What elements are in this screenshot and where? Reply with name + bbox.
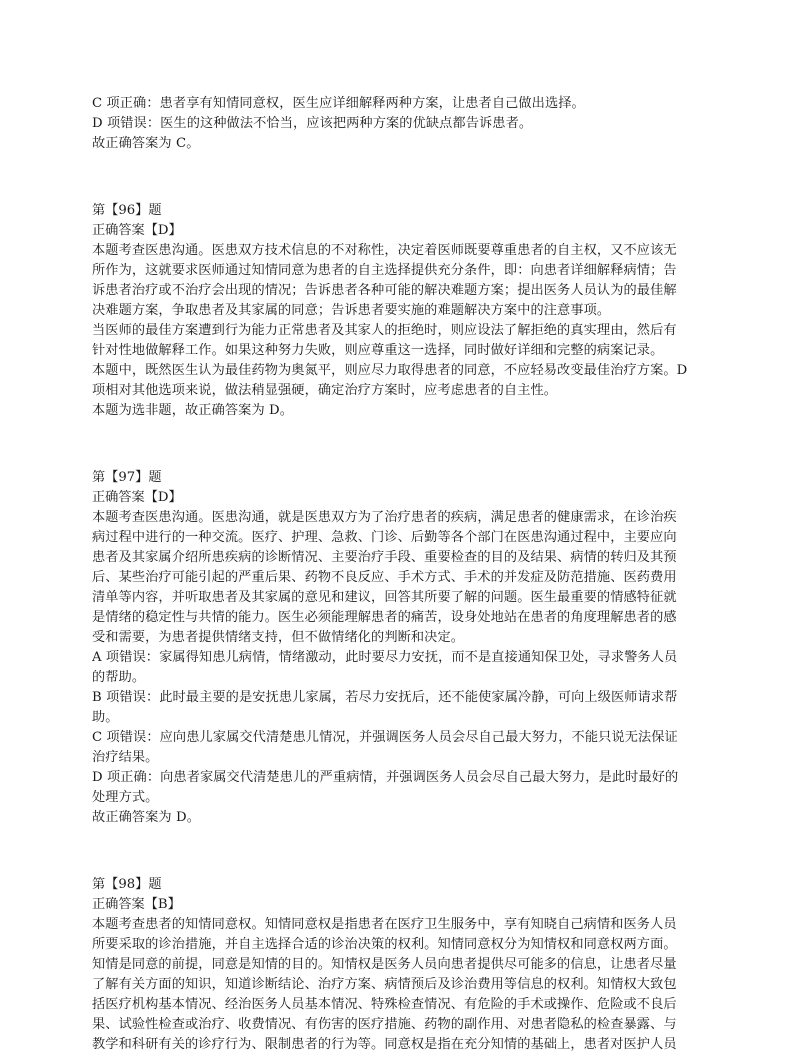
text-line: 清单等内容，并听取患者及其家属的意见和建议，回答其所要了解的问题。医生最重要的情感特征就 [92, 590, 677, 605]
text-line: 所要采取的诊治措施，并自主选择合适的诊治决策的权利。知情同意权分为知情权和同意权两方面。 [92, 937, 677, 952]
text-line: 患者及其家属介绍所患疾病的诊断情况、主要治疗手段、重要检查的目的及结果、病情的转归及其预 [92, 550, 677, 565]
text-line: 果、试验性检查或治疗、收费情况、有伤害的医疗措施、药物的副作用、对患者隐私的检查暴露、与 [92, 1017, 677, 1032]
correct-answer: 正确答案【D】 [92, 223, 182, 238]
answer-section-95-tail [92, 94, 712, 154]
text-line: 后、某些治疗可能引起的严重后果、药物不良反应、手术方式、手术的并发症及防范措施、医药费用 [92, 570, 677, 585]
text-line: B 项错误：此时最主要的是安抚患儿家属，若尽力安抚后，还不能使家属冷静，可向上级医师请求帮 [92, 690, 678, 705]
correct-answer: 正确答案【D】 [92, 490, 182, 505]
text-line: 故正确答案为 D。 [92, 810, 200, 825]
text-line: 教学和科研有关的诊疗行为、限制患者的行为等。同意权是指在充分知情的基础上，患者对医护人员 [92, 1037, 677, 1052]
answer-section-98 [92, 875, 712, 1055]
text-line: 本题为选非题，故正确答案为 D。 [92, 403, 293, 418]
question-title: 第【98】题 [92, 877, 162, 892]
text-line: D 项正确：向患者家属交代清楚患儿的严重病情，并强调医务人员会尽自己最大努力，是此时最好的 [92, 770, 679, 785]
text-line: C 项正确：患者享有知情同意权，医生应详细解释两种方案，让患者自己做出选择。 [92, 96, 585, 111]
text-line: 故正确答案为 C。 [92, 136, 200, 151]
text-line: 当医师的最佳方案遭到行为能力正常患者及其家人的拒绝时，则应设法了解拒绝的真实理由，然后有 [92, 323, 677, 338]
text-line: 括医疗机构基本情况、经治医务人员基本情况、特殊检查情况、有危险的手术或操作、危险或不良后 [92, 997, 677, 1012]
answer-section-97 [92, 468, 712, 828]
text-line: 受和需要，为患者提供情绪支持，但不做情绪化的判断和决定。 [92, 630, 465, 645]
text-line: C 项错误：应向患儿家属交代清楚患儿情况，并强调医务人员会尽自己最大努力，不能只说无法保证 [92, 730, 678, 745]
text-line: 诉患者治疗或不治疗会出现的情况；告诉患者各种可能的解决难题方案；提出医务人员认为的最佳解 [92, 283, 677, 298]
text-line: 本题考查患者的知情同意权。知情同意权是指患者在医疗卫生服务中，享有知晓自己病情和医务人员 [92, 917, 677, 932]
text-line: 病过程中进行的一种交流。医疗、护理、急救、门诊、后勤等各个部门在医患沟通过程中，主要应向 [92, 530, 677, 545]
question-title: 第【97】题 [92, 470, 162, 485]
text-line: 本题考查医患沟通。医患双方技术信息的不对称性，决定着医师既要尊重患者的自主权，又不应该无 [92, 243, 677, 258]
question-title: 第【96】题 [92, 203, 162, 218]
text-line: 所作为，这就要求医师通过知情同意为患者的自主选择提供充分条件，即：向患者详细解释病情；告 [92, 263, 677, 278]
text-line: 治疗结果。 [92, 750, 159, 765]
text-line: 是情绪的稳定性与共情的能力。医生必须能理解患者的痛苦，设身处地站在患者的角度理解患者的感 [92, 610, 677, 625]
text-line: 了解有关方面的知识，知道诊断结论、治疗方案、病情预后及诊治费用等信息的权利。知情权大致包 [92, 977, 677, 992]
text-line: D 项错误：医生的这种做法不恰当，应该把两种方案的优缺点都告诉患者。 [92, 116, 533, 131]
document-page [92, 94, 712, 1055]
text-line: 决难题方案，争取患者及其家属的同意；告诉患者要实施的难题解决方案中的注意事项。 [92, 303, 611, 318]
text-line: 项相对其他选项来说，做法稍显强硬，确定治疗方案时，应考虑患者的自主性。 [92, 383, 558, 398]
text-line: 针对性地做解释工作。如果这种努力失败，则应尊重这一选择，同时做好详细和完整的病案记录。 [92, 343, 664, 358]
answer-section-96 [92, 201, 712, 421]
correct-answer: 正确答案【B】 [92, 897, 181, 912]
text-line: 知情是同意的前提，同意是知情的目的。知情权是医务人员向患者提供尽可能多的信息，让患者尽量 [92, 957, 677, 972]
text-line: 本题考查医患沟通。医患沟通，就是医患双方为了治疗患者的疾病，满足患者的健康需求，在诊治疾 [92, 510, 677, 525]
text-line: 本题中，既然医生认为最佳药物为奥氮平，则应尽力取得患者的同意，不应轻易改变最佳治疗方案。D [92, 363, 688, 378]
text-line: A 项错误：家属得知患儿病情，情绪激动，此时要尽力安抚，而不是直接通知保卫处，寻求警务人员 [92, 650, 678, 665]
text-line: 助。 [92, 710, 119, 725]
text-line: 的帮助。 [92, 670, 146, 685]
text-line: 处理方式。 [92, 790, 159, 805]
